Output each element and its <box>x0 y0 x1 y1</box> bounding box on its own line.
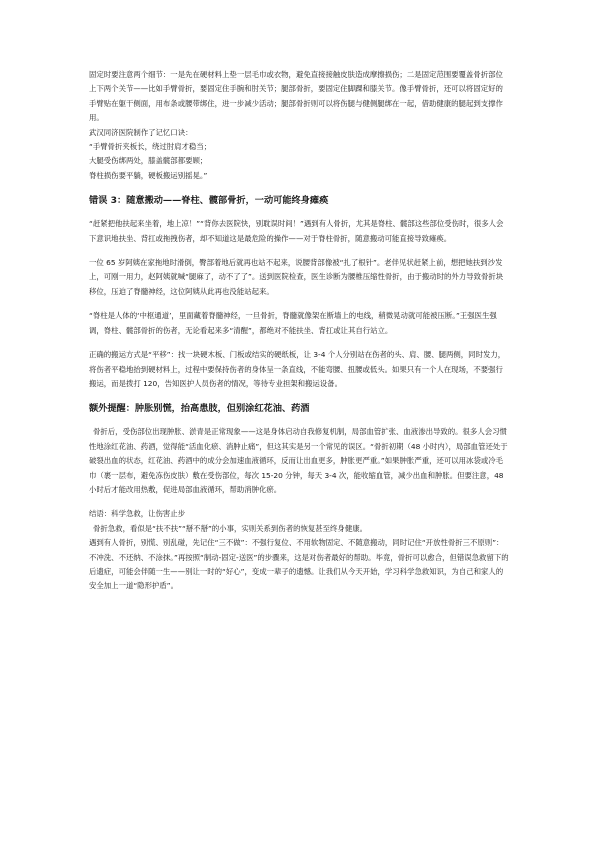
section3-paragraph-3: “脊柱是人体的‘中枢通道’，里面藏着脊髓神经，一旦骨折，脊髓就像架在断墙上的电线，稍微晃动就可能被压断。”王强医生强调，脊柱、髋部骨折的伤者，无论看起来多“清醒”，都绝对不能扶坐、背扛或让其自行站立。 <box>89 311 497 335</box>
conclusion-paragraph-1: 骨折急救，看似是“扶不扶”“掰不掰”的小事，实则关系到伤者的恢复甚至终身健康。 <box>93 523 367 533</box>
article-body <box>89 68 509 594</box>
conclusion-title: 结语：科学急救，让伤害止步 <box>89 509 186 519</box>
extra-paragraph-1: 骨折后，受伤部位出现肿胀、淤青是正常现象——这是身体启动自我修复机制，局部血管扩张、血液渗出导致的。很多人会习惯性地涂红花油、药酒，觉得能“活血化瘀、消肿止痛”，但这其实是另一个常见的误区。“骨折初期（48 小时内），局部血管还处于破裂出血的状态，红花油、药酒中的成分会加速血液循环，反而让出血更多，肿胀更严重。”如果肿胀严重，还可以用冰袋或冷毛巾（裹一层布，避免冻伤皮肤）敷在受伤部位，每次 15-20 分钟，每天 3-4 次，能收缩血管，减少出血和肿胀。但要注意，48 小时后才能改用热敷，促进局部血液循环，帮助消肿化瘀。 <box>89 427 508 494</box>
mnemonic-line-1: “手臂骨折夹板长，绕过肘肩才稳当； <box>89 142 212 152</box>
section3-paragraph-1: “赶紧把他扶起来坐着，地上凉！”“背你去医院快，别耽误时间！”遇到有人骨折，尤其是脊柱、髋部这些部位受伤时，很多人会下意识地扶坐、背扛或拖拽伤者，却不知道这是最危险的操作——对于脊柱骨折，随意搬动可能直接导致瘫痪。 <box>89 219 504 243</box>
section-heading-extra: 额外提醒：肿胀别慌，抬高患肢，但别涂红花油、药酒 <box>89 403 310 415</box>
mnemonic-intro: 武汉同济医院制作了记忆口诀： <box>89 127 193 137</box>
section3-paragraph-4: 正确的搬运方式是“平移”：找一块硬木板、门板或结实的硬纸板，让 3-4 个人分别站在伤者的头、肩、腰、腿两侧，同时发力，将伤者平稳地抬到硬材料上，过程中要保持伤者的身体呈一条直线，不能弯腰、扭腰或低头。如果只有一个人在现场，不要强行搬运，而是拨打 120，告知医护人员伤者的情况，等待专业担架和搬运设备。 <box>89 350 506 388</box>
mnemonic-line-2: 大腿受伤绑两处，膝盖髋部都要顾； <box>89 156 208 166</box>
intro-paragraph: 固定时要注意两个细节：一是先在硬材料上垫一层毛巾或衣物，避免直接接触皮肤造成摩擦损伤；二是固定范围要覆盖骨折部位上下两个关节——比如手臂骨折，要固定住手腕和肘关节；腿部骨折，要固定住脚踝和膝关节。像手臂骨折，还可以将固定好的手臂贴在躯干侧面，用布条或腰带绑住，进一步减少活动；腿部骨折则可以将伤腿与健侧腿绑在一起，借助健康的腿起到支撑作用。 <box>89 70 503 123</box>
mnemonic-line-3: 脊柱损伤要平躺，硬板搬运别摇晃。” <box>89 170 208 180</box>
section-heading-mistake-3: 错误 3：随意搬动——脊柱、髋部骨折，一动可能终身瘫痪 <box>89 195 329 207</box>
section3-paragraph-2: 一位 65 岁阿姨在家拖地时滑倒，臀部着地后就再也站不起来，说腰背部像被“扎了根针”。老伴见状赶紧上前，想把她扶到沙发上，可刚一用力，赵阿姨就喊“腿麻了，动不了了”。送到医院检查，医生诊断为腰椎压缩性骨折，由于搬动时的外力导致骨折块移位，压迫了脊髓神经，这位阿姨从此再也没能站起来。 <box>89 258 504 296</box>
conclusion-paragraph-2: 遇到有人骨折，别慌、别乱碰，先记住“三不做”：不强行复位、不用软物固定、不随意搬动，同时记住“开放性骨折三不原则”：不冲洗、不还纳、不涂抹。”再按照“制动-固定-送医”的步骤来，这是对伤者最好的帮助。毕竟，骨折可以愈合，但错误急救留下的后遗症，可能会伴随一生——别让一时的“好心”，变成一辈子的遗憾。让我们从今天开始，学习科学急救知识，为自己和家人的安全加上一道“隐形护盾”。 <box>89 538 509 591</box>
